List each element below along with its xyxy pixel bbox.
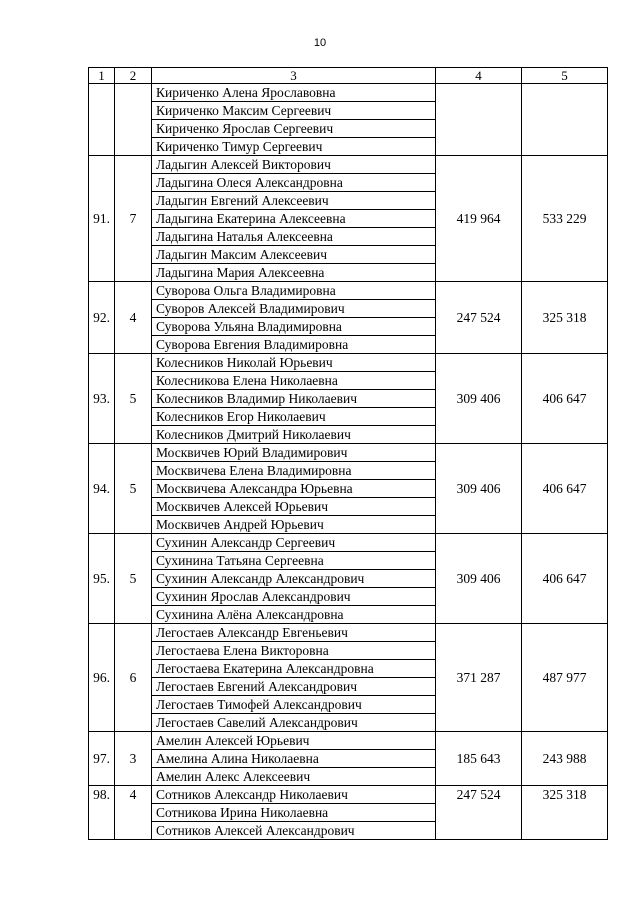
person-name: Москвичев Юрий Владимирович: [152, 444, 436, 462]
person-name: Кириченко Тимур Сергеевич: [152, 138, 436, 156]
family-size: 4: [115, 282, 152, 354]
person-name: Легостаев Александр Евгеньевич: [152, 624, 436, 642]
family-size: 5: [115, 534, 152, 624]
table-row: [89, 786, 608, 804]
family-size: 7: [115, 156, 152, 282]
header-row: [89, 68, 608, 84]
person-name: Колесников Егор Николаевич: [152, 408, 436, 426]
family-size: 5: [115, 444, 152, 534]
amount-col5: 406 647: [522, 444, 608, 534]
person-name: Сухинин Александр Сергеевич: [152, 534, 436, 552]
group-number: 93.: [89, 354, 115, 444]
family-size: 4: [115, 786, 152, 840]
amount-col5: 487 977: [522, 624, 608, 732]
beneficiary-table: [88, 67, 608, 840]
person-name: Кириченко Максим Сергеевич: [152, 102, 436, 120]
group-number: 98.: [89, 786, 115, 840]
amount-col5: 325 318: [522, 282, 608, 354]
amount-col4: 247 524: [436, 282, 522, 354]
amount-col4: 185 643: [436, 732, 522, 786]
family-size: 6: [115, 624, 152, 732]
person-name: Москвичева Александра Юрьевна: [152, 480, 436, 498]
group-number: 95.: [89, 534, 115, 624]
person-name: Кириченко Алена Ярославовна: [152, 84, 436, 102]
person-name: Суворова Евгения Владимировна: [152, 336, 436, 354]
amount-col5: 406 647: [522, 354, 608, 444]
person-name: Ладыгин Максим Алексеевич: [152, 246, 436, 264]
person-name: Сотников Александр Николаевич: [152, 786, 436, 804]
group-number: 97.: [89, 732, 115, 786]
person-name: Суворов Алексей Владимирович: [152, 300, 436, 318]
group-number: 91.: [89, 156, 115, 282]
group-number: 92.: [89, 282, 115, 354]
person-name: Колесников Владимир Николаевич: [152, 390, 436, 408]
amount-col4: 309 406: [436, 444, 522, 534]
table-row: [89, 732, 608, 750]
person-name: Суворова Ольга Владимировна: [152, 282, 436, 300]
person-name: Ладыгина Екатерина Алексеевна: [152, 210, 436, 228]
person-name: Амелина Алина Николаевна: [152, 750, 436, 768]
table-row: [89, 84, 608, 102]
family-size: [115, 84, 152, 156]
table-row: [89, 534, 608, 552]
person-name: Москвичева Елена Владимировна: [152, 462, 436, 480]
amount-col4: 247 524: [436, 786, 522, 840]
person-name: Легостаев Евгений Александрович: [152, 678, 436, 696]
person-name: Колесников Николай Юрьевич: [152, 354, 436, 372]
header-cell-3: 3: [152, 68, 436, 84]
amount-col4: [436, 84, 522, 156]
page-number: 10: [313, 37, 327, 49]
person-name: Колесников Дмитрий Николаевич: [152, 426, 436, 444]
table-row: [89, 624, 608, 642]
family-size: 3: [115, 732, 152, 786]
table-row: [89, 444, 608, 462]
person-name: Ладыгина Олеся Александровна: [152, 174, 436, 192]
group-number: [89, 84, 115, 156]
amount-col4: 309 406: [436, 354, 522, 444]
header-cell-2: 2: [115, 68, 152, 84]
person-name: Суворова Ульяна Владимировна: [152, 318, 436, 336]
group-number: 96.: [89, 624, 115, 732]
person-name: Легостаев Савелий Александрович: [152, 714, 436, 732]
person-name: Ладыгина Мария Алексеевна: [152, 264, 436, 282]
amount-col5: 325 318: [522, 786, 608, 840]
person-name: Амелин Алексей Юрьевич: [152, 732, 436, 750]
amount-col4: 309 406: [436, 534, 522, 624]
person-name: Сухинин Александр Александрович: [152, 570, 436, 588]
amount-col4: 371 287: [436, 624, 522, 732]
person-name: Сухинина Алёна Александровна: [152, 606, 436, 624]
person-name: Москвичев Алексей Юрьевич: [152, 498, 436, 516]
person-name: Ладыгин Алексей Викторович: [152, 156, 436, 174]
person-name: Колесникова Елена Николаевна: [152, 372, 436, 390]
person-name: Сухинин Ярослав Александрович: [152, 588, 436, 606]
person-name: Сотников Алексей Александрович: [152, 822, 436, 840]
person-name: Легостаева Елена Викторовна: [152, 642, 436, 660]
person-name: Легостаева Екатерина Александровна: [152, 660, 436, 678]
person-name: Москвичев Андрей Юрьевич: [152, 516, 436, 534]
header-cell-5: 5: [522, 68, 608, 84]
person-name: Кириченко Ярослав Сергеевич: [152, 120, 436, 138]
table-row: [89, 156, 608, 174]
amount-col5: 533 229: [522, 156, 608, 282]
table-row: [89, 282, 608, 300]
person-name: Ладыгин Евгений Алексеевич: [152, 192, 436, 210]
person-name: Легостаев Тимофей Александрович: [152, 696, 436, 714]
person-name: Ладыгина Наталья Алексеевна: [152, 228, 436, 246]
amount-col5: [522, 84, 608, 156]
header-cell-1: 1: [89, 68, 115, 84]
person-name: Амелин Алекс Алексеевич: [152, 768, 436, 786]
amount-col4: 419 964: [436, 156, 522, 282]
person-name: Сотникова Ирина Николаевна: [152, 804, 436, 822]
person-name: Сухинина Татьяна Сергеевна: [152, 552, 436, 570]
table-row: [89, 354, 608, 372]
amount-col5: 243 988: [522, 732, 608, 786]
group-number: 94.: [89, 444, 115, 534]
family-size: 5: [115, 354, 152, 444]
header-cell-4: 4: [436, 68, 522, 84]
amount-col5: 406 647: [522, 534, 608, 624]
